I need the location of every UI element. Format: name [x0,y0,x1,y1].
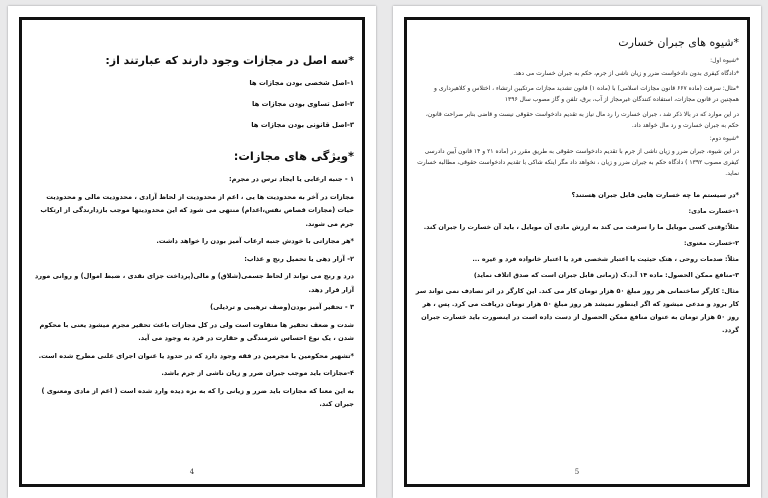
paragraph: مثال: کارگر ساختمانی هر روز مبلغ ۵۰ هزار تومان کار می کند. این کارگر در اثر تصادف نمی تواند سر کار برود و مدعی میشود که اگر اینطور نمیشد هر روز مبلغ ۵۰ هزار تومان دریافت می کرد. پس ، هر روز ۵۰ هزار تومان به عنوان منافع ممکن الحصول از دست داده است در اینصورت باید خسارت جبران گردد. [415,287,739,334]
paragraph: ۲- آزار دهی یا تحمیل رنج و عذاب: [244,254,354,263]
paragraph: ۲-خسارت معنوی: [684,239,739,247]
paragraph: *تشهیر محکومین با مجرمین در فقه وجود دارد که در حدود یا عنوان اجرای علنی مطرح شده است. [38,351,354,360]
paragraph: مثلاً:وقتی کسی موبایل ما را سرقت می کند به ارزش مادی آن موبایل ، باید آن خسارت را جبران کند. [423,223,739,231]
paragraph: ۳-منافع ممکن الحصول: ماده ۱۴ آ.د.ک (زمانی قابل جبران است که صدق اتلاف نماید) [473,271,739,279]
paragraph: درد و رنج می تواند از لحاظ جسمی(شلاق) و مالی(پرداخت جزای نقدی ، ضبط اموال) و روانی مورد آزار قرار دهد. [34,272,354,294]
paragraph: *هر مجازاتی با خودش جنبه ارعاب آمیز بودن را خواهد داشت. [156,237,354,245]
question-heading: *در سیستم ما چه خسارت هایی قابل جبران هستند؟ [571,191,739,199]
paragraph: ۴-مجازات باید موجب جبران ضرر و زیان ناشی از جرم باشد. [161,369,354,377]
paragraph: مجازات در آخر به محدودیت ها یی ، اعم از محدودیت از لحاظ آزادی ، محدودیت مالی و محدودیت حیات (مجازات قصاص نفس،اعدام) منتهی می شود که این محدودیتها موجب بازدارندگی از ارتکاب جرم می شوند. [40,192,354,228]
right-page [393,6,761,498]
page-number: 4 [189,468,195,476]
paragraph: به این معنا که مجازات باید ضرر و زیانی را که به بزه دیده وارد شده است ( اعم از مادی ومعنوی ) جبران کند. [41,386,354,408]
compensation-heading: *شیوه های جبران خسارت [618,36,739,49]
principle-item: ۲-اصل تساوی بودن مجازات ها [252,100,354,108]
method-label: *شیوه دوم: [709,135,739,142]
principle-item: ۱-اصل شخصی بودن مجازات ها [249,79,354,87]
left-page-content [30,28,354,470]
paragraph: شدت و ضعف تحقیر ها متفاوت است ولی در کل مجازات باعث تحقیر مجرم میشود یعنی با محکوم شدن ، یک نوع احساس شرمندگی و حقارت در فرد به وجود می آید. [39,320,354,342]
method-label: *شیوه اول: [710,57,739,64]
paragraph: *دادگاه کیفری بدون دادخواست ضرر و زیان ناشی از جرم، حکم به جبران خسارت می دهد. [513,70,739,77]
paragraph: ۱-خسارت مادی: [688,207,739,215]
page-number: 5 [574,468,580,476]
paragraph: مثلاً: صدمات روحی ، هتک حیثیت یا اعتبار شخصی فرد یا اعتبار خانواده فرد و غیره ... [472,255,739,263]
principle-item: ۳-اصل قانونی بودن مجازات ها [251,121,354,129]
paragraph: در این موارد که در بالا ذکر شد ، جبران خسارت را رد مال نیاز به تقدیم دادخواست حقوقی نیست و قاضی بنابر صراحت قانون، حکم به جبران خسارت و رد مال خواهد داد. [425,111,739,129]
paragraph: در این شیوه، جبران ضرر و زیان ناشی از جرم با تقدیم دادخواست حقوقی به طریق مقرر در (ماده ۲۱ و ۱۴ قانون آیین دادرسی کیفری مصوب ۱۳۹۲ ) دادگاه حکم به جبران ضرر و زیان ، نخواهد داد مگر اینکه شاکی با تقدیم دادخواست حقوقی، مطالبه خسارت نماید. [417,148,739,177]
paragraph: ۳ - تحقیر آمیز بودن(وصف ترهیبی و ترذیلی) [210,303,354,311]
features-heading: *ویژگی های مجازات: [233,149,354,163]
right-page-content [415,28,739,470]
principles-heading: *سه اصل در مجازات وجود دارند که عبارتند از: [105,54,354,67]
paragraph: ۱ - جنبه ارعابی یا ایجاد ترس در مجرم: [228,175,354,183]
left-page [8,6,376,498]
paragraph: *مثال: سرقت (ماده ۶۶۷ قانون مجازات اسلامی) با (ماده ۱) قانون تشدید مجازات مرتکبین ارتشاء ، اختلاس و کلاهبرداری و همچنین در قانون مجازات، استفاده کنندگان غیرمجاز از آب، برق، تلفن و گاز مصوب سال ۱۳۹۶ [434,85,739,103]
